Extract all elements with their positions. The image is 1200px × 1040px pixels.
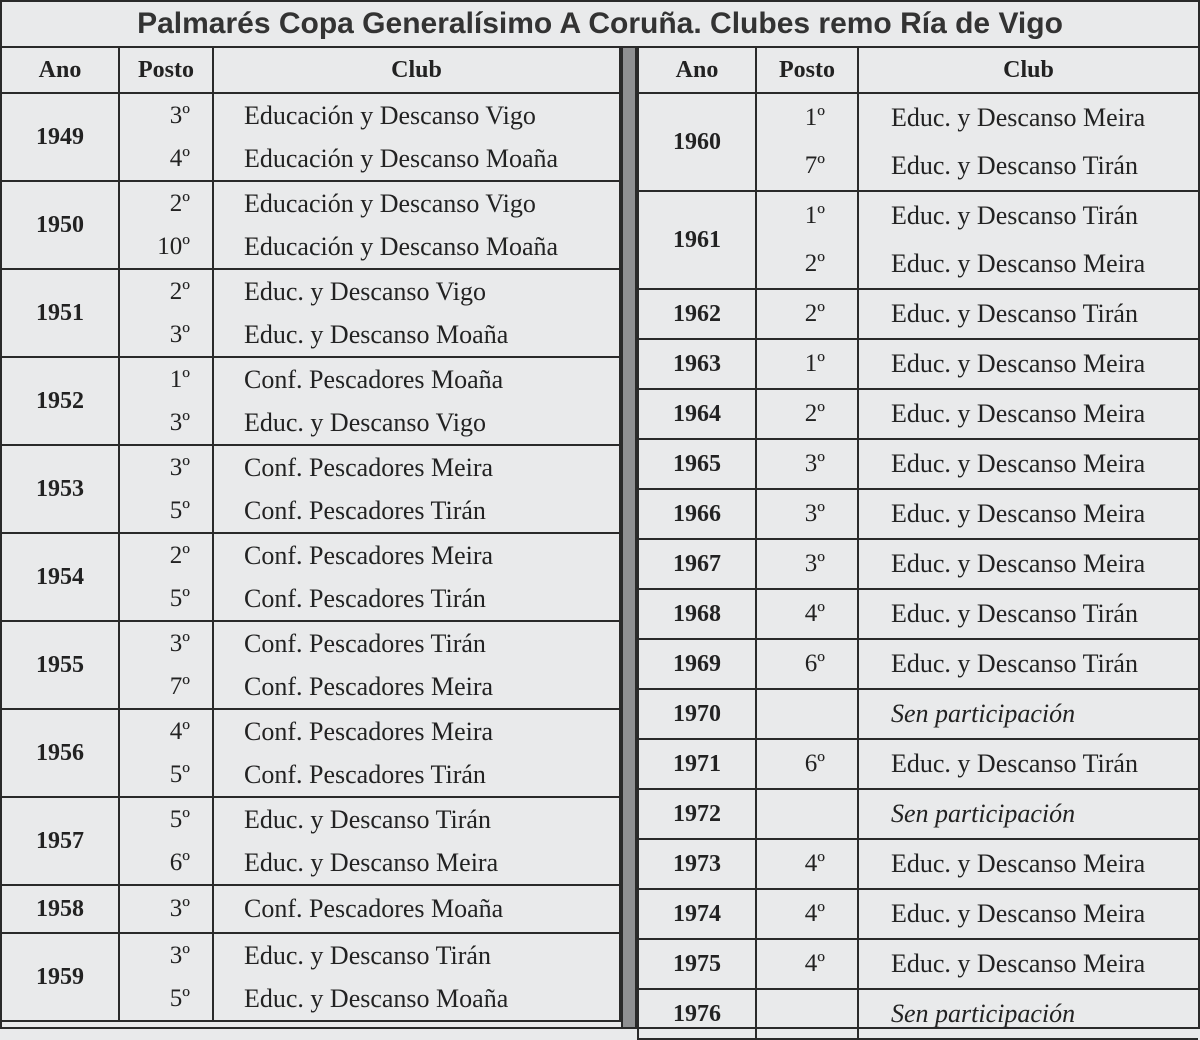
year-cell: 1963 [638, 339, 756, 389]
position-text: 4º [169, 718, 190, 745]
page-title: Palmarés Copa Generalísimo A Coruña. Clubes remo Ría de Vigo [2, 2, 1198, 48]
position-text: 3º [804, 550, 825, 577]
position-cell [119, 885, 213, 933]
club-name: Conf. Pescadores Meira [244, 717, 494, 746]
position-cell [119, 269, 213, 357]
position-cell [756, 439, 858, 489]
club-cell [858, 939, 1198, 989]
position-cell [119, 93, 213, 181]
position-text: 5º [169, 761, 190, 788]
club-name: Educ. y Descanso Tirán [891, 749, 1138, 778]
year-row [638, 489, 1198, 539]
header-position: Posto [119, 48, 213, 93]
year-cell: 1949 [2, 93, 119, 181]
club-name: Educ. y Descanso Tirán [891, 151, 1138, 180]
club-cell [858, 739, 1198, 789]
year-row [638, 191, 1198, 289]
position-text: 4º [804, 600, 825, 627]
club-cell [858, 589, 1198, 639]
position-text: 2º [169, 190, 190, 217]
position-text: 3º [169, 630, 190, 657]
position-cell [756, 289, 858, 339]
position-cell [119, 357, 213, 445]
position-text: 3º [169, 321, 190, 348]
year-row [638, 539, 1198, 589]
club-name: Educ. y Descanso Moaña [244, 984, 509, 1013]
position-text: 1º [804, 104, 825, 131]
no-participation-text: Sen participación [891, 799, 1076, 828]
club-name: Educ. y Descanso Tirán [891, 599, 1138, 628]
header-row [2, 48, 620, 93]
year-row [2, 621, 620, 709]
club-cell [858, 889, 1198, 939]
year-cell: 1950 [2, 181, 119, 269]
club-cell [213, 269, 620, 357]
club-cell [858, 639, 1198, 689]
year-cell: 1972 [638, 789, 756, 839]
year-row [2, 933, 620, 1021]
position-text: 2º [804, 250, 825, 277]
position-text [757, 990, 825, 1038]
year-row [638, 639, 1198, 689]
year-row [638, 289, 1198, 339]
header-row [638, 48, 1198, 93]
header-position: Posto [756, 48, 858, 93]
club-name: Conf. Pescadores Meira [244, 672, 494, 701]
position-cell [756, 93, 858, 191]
position-text: 1º [804, 202, 825, 229]
position-cell [119, 797, 213, 885]
position-cell [756, 889, 858, 939]
position-text [757, 790, 825, 838]
year-cell: 1976 [638, 989, 756, 1039]
year-cell: 1954 [2, 533, 119, 621]
club-cell [858, 191, 1198, 289]
year-row [638, 839, 1198, 889]
club-cell [213, 709, 620, 797]
position-text: 3º [169, 102, 190, 129]
year-row [638, 939, 1198, 989]
position-cell [756, 839, 858, 889]
position-text: 5º [169, 806, 190, 833]
position-text [757, 690, 825, 738]
year-row [2, 93, 620, 181]
position-cell [119, 181, 213, 269]
position-text: 3º [169, 942, 190, 969]
club-cell [213, 445, 620, 533]
year-cell: 1952 [2, 357, 119, 445]
year-row [638, 789, 1198, 839]
year-cell: 1955 [2, 621, 119, 709]
column-divider [621, 48, 637, 1027]
year-cell: 1962 [638, 289, 756, 339]
position-text: 5º [169, 985, 190, 1012]
club-name: Educ. y Descanso Meira [891, 249, 1146, 278]
position-text: 2º [169, 278, 190, 305]
position-text: 5º [169, 497, 190, 524]
club-name: Conf. Pescadores Tirán [244, 584, 486, 613]
position-text: 6º [169, 849, 190, 876]
club-cell [858, 689, 1198, 739]
year-cell: 1964 [638, 389, 756, 439]
club-cell [213, 933, 620, 1021]
year-row [638, 589, 1198, 639]
header-year: Ano [638, 48, 756, 93]
club-name: Educ. y Descanso Vigo [244, 277, 487, 306]
year-row [2, 797, 620, 885]
year-row [638, 989, 1198, 1039]
year-cell: 1965 [638, 439, 756, 489]
club-name: Educ. y Descanso Moaña [244, 320, 509, 349]
position-text: 2º [804, 400, 825, 427]
year-cell: 1969 [638, 639, 756, 689]
position-cell [119, 621, 213, 709]
year-row [2, 445, 620, 533]
year-cell: 1966 [638, 489, 756, 539]
club-name: Conf. Pescadores Meira [244, 453, 494, 482]
year-row [638, 339, 1198, 389]
position-text: 6º [804, 750, 825, 777]
club-name: Educ. y Descanso Tirán [891, 299, 1138, 328]
year-row [2, 885, 620, 933]
position-cell [756, 539, 858, 589]
club-name: Educ. y Descanso Tirán [891, 201, 1138, 230]
year-row [2, 709, 620, 797]
club-name: Educ. y Descanso Meira [891, 849, 1146, 878]
club-name: Conf. Pescadores Moaña [244, 365, 504, 394]
club-cell [213, 93, 620, 181]
position-text: 2º [169, 542, 190, 569]
year-cell: 1975 [638, 939, 756, 989]
position-text: 3º [169, 409, 190, 436]
position-text: 3º [804, 500, 825, 527]
club-cell [858, 439, 1198, 489]
club-cell [213, 181, 620, 269]
position-text: 5º [169, 585, 190, 612]
club-name: Educ. y Descanso Meira [891, 899, 1146, 928]
club-cell [858, 93, 1198, 191]
year-cell: 1958 [2, 885, 119, 933]
club-name: Conf. Pescadores Tirán [244, 760, 486, 789]
club-cell [858, 839, 1198, 889]
position-text: 3º [169, 895, 190, 922]
club-cell [213, 885, 620, 933]
club-cell [858, 389, 1198, 439]
position-text: 4º [804, 850, 825, 877]
position-cell [756, 639, 858, 689]
year-cell: 1973 [638, 839, 756, 889]
club-name: Educación y Descanso Vigo [244, 101, 536, 130]
year-cell: 1953 [2, 445, 119, 533]
club-name: Educ. y Descanso Meira [891, 549, 1146, 578]
position-text: 3º [804, 450, 825, 477]
position-text: 2º [804, 300, 825, 327]
club-name: Conf. Pescadores Moaña [244, 894, 504, 923]
club-cell [213, 533, 620, 621]
club-name: Educ. y Descanso Meira [891, 349, 1146, 378]
position-cell [119, 445, 213, 533]
results-table-left [2, 48, 621, 1022]
year-row [2, 533, 620, 621]
year-cell: 1971 [638, 739, 756, 789]
results-table-right [637, 48, 1198, 1040]
header-club: Club [213, 48, 620, 93]
year-cell: 1961 [638, 191, 756, 289]
club-cell [213, 797, 620, 885]
club-name: Educ. y Descanso Vigo [244, 408, 487, 437]
club-name: Educ. y Descanso Meira [891, 949, 1146, 978]
club-name: Educación y Descanso Vigo [244, 189, 536, 218]
club-name: Conf. Pescadores Meira [244, 541, 494, 570]
year-row [638, 389, 1198, 439]
club-name: Educ. y Descanso Meira [891, 399, 1146, 428]
club-name: Educación y Descanso Moaña [244, 232, 559, 261]
position-text: 7º [169, 673, 190, 700]
position-text: 7º [804, 152, 825, 179]
position-cell [756, 589, 858, 639]
year-row [2, 181, 620, 269]
position-cell [756, 989, 858, 1039]
year-cell: 1968 [638, 589, 756, 639]
club-cell [858, 489, 1198, 539]
position-cell [756, 339, 858, 389]
no-participation-text: Sen participación [891, 999, 1076, 1028]
position-text: 3º [169, 454, 190, 481]
club-name: Educ. y Descanso Meira [891, 499, 1146, 528]
club-cell [213, 357, 620, 445]
club-cell [213, 621, 620, 709]
position-text: 4º [804, 950, 825, 977]
year-row [638, 93, 1198, 191]
year-cell: 1974 [638, 889, 756, 939]
position-text: 10º [157, 233, 190, 260]
position-text: 4º [804, 900, 825, 927]
position-cell [119, 709, 213, 797]
position-cell [756, 789, 858, 839]
club-name: Educ. y Descanso Meira [891, 449, 1146, 478]
year-row [638, 689, 1198, 739]
position-text: 4º [169, 145, 190, 172]
club-cell [858, 989, 1198, 1039]
club-cell [858, 289, 1198, 339]
year-row [638, 739, 1198, 789]
position-cell [756, 939, 858, 989]
club-name: Educ. y Descanso Tirán [244, 941, 491, 970]
position-text: 1º [804, 350, 825, 377]
year-row [638, 439, 1198, 489]
year-cell: 1956 [2, 709, 119, 797]
club-cell [858, 339, 1198, 389]
position-cell [756, 689, 858, 739]
year-cell: 1959 [2, 933, 119, 1021]
club-name: Educ. y Descanso Meira [891, 103, 1146, 132]
year-cell: 1967 [638, 539, 756, 589]
club-cell [858, 539, 1198, 589]
year-cell: 1957 [2, 797, 119, 885]
club-name: Conf. Pescadores Tirán [244, 496, 486, 525]
position-cell [756, 389, 858, 439]
club-name: Conf. Pescadores Tirán [244, 629, 486, 658]
year-cell: 1970 [638, 689, 756, 739]
year-cell: 1951 [2, 269, 119, 357]
no-participation-text: Sen participación [891, 699, 1076, 728]
club-name: Educación y Descanso Moaña [244, 144, 559, 173]
header-year: Ano [2, 48, 119, 93]
year-row [638, 889, 1198, 939]
club-name: Educ. y Descanso Meira [244, 848, 499, 877]
position-cell [756, 489, 858, 539]
position-cell [756, 739, 858, 789]
club-name: Educ. y Descanso Tirán [244, 805, 491, 834]
club-name: Educ. y Descanso Tirán [891, 649, 1138, 678]
year-row [2, 357, 620, 445]
year-cell: 1960 [638, 93, 756, 191]
header-club: Club [858, 48, 1198, 93]
position-cell [119, 533, 213, 621]
position-cell [119, 933, 213, 1021]
position-cell [756, 191, 858, 289]
position-text: 1º [169, 366, 190, 393]
year-row [2, 269, 620, 357]
position-text: 6º [804, 650, 825, 677]
club-cell [858, 789, 1198, 839]
